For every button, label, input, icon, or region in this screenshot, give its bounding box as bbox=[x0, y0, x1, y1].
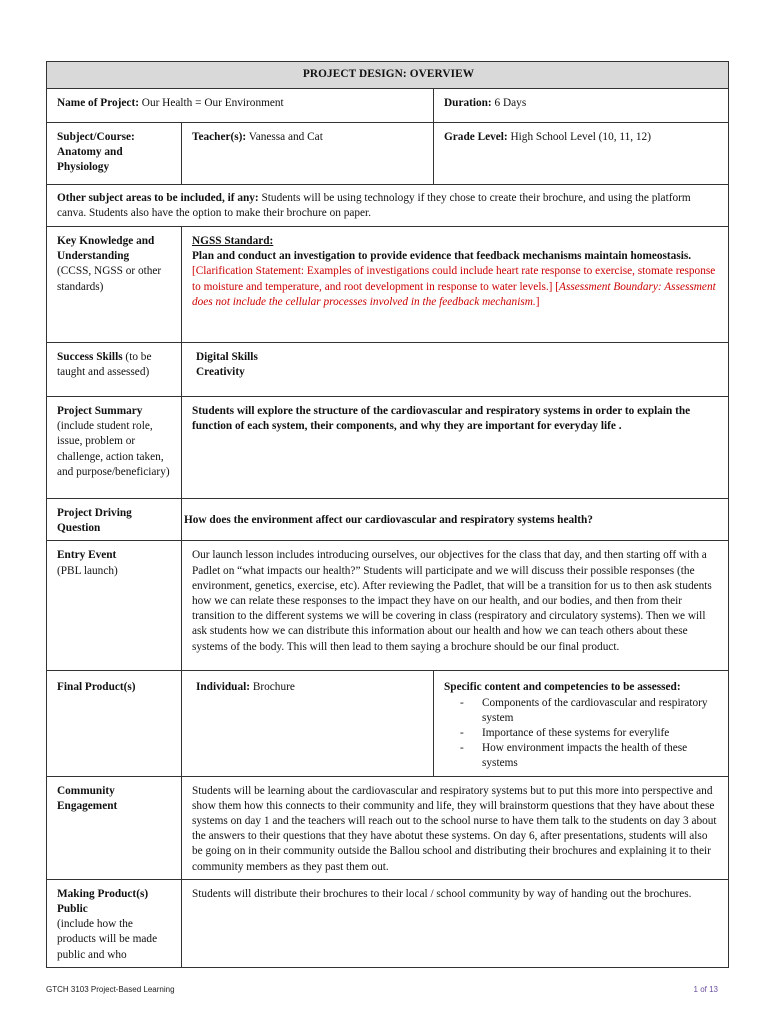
list-item: - Importance of these systems for everylife bbox=[460, 726, 720, 741]
header-row bbox=[47, 62, 729, 89]
competencies-label: Specific content and competencies to be assessed: bbox=[444, 681, 681, 694]
other-subjects-label: Other subject areas to be included, if any: bbox=[57, 192, 259, 204]
driving-question-row bbox=[47, 499, 729, 541]
key-knowledge-label: Key Knowledge and Understanding bbox=[57, 235, 155, 263]
name-row bbox=[47, 89, 729, 123]
key-knowledge-row bbox=[47, 227, 729, 343]
driving-question-label-cell bbox=[47, 499, 182, 541]
making-public-content bbox=[182, 879, 729, 967]
community-content bbox=[182, 776, 729, 879]
entry-event-row bbox=[47, 541, 729, 671]
entry-event-label: Entry Event bbox=[57, 549, 117, 562]
summary-label-cell bbox=[47, 397, 182, 499]
making-public-text: Students will distribute their brochures to their local / school community by way of handing out the brochures. bbox=[192, 887, 692, 900]
page-title: PROJECT DESIGN: OVERVIEW bbox=[47, 62, 729, 89]
making-public-sublabel: (include how the products will be made public and who bbox=[57, 918, 158, 961]
summary-label: Project Summary bbox=[57, 405, 143, 417]
key-knowledge-label-cell bbox=[47, 227, 182, 343]
final-product-label-cell bbox=[47, 671, 182, 776]
community-text: Students will be learning about the cardiovascular and respiratory systems but to put this more into perspective and show them how this connects to their community and life, they will brainstorm questions that they have about these systems on day 1 and the teachers will reach out to the school nurse to have them talk to the students on day 3 about the answers to their questions that they have abotut these systems. On day 6, after presentations, students will also be going on in their community outside the Ballou school and distributing their brochures and explaining it to their community members as they past them out. bbox=[192, 784, 717, 873]
duration-label: Duration: bbox=[444, 97, 492, 109]
clarification-statement: [Clarification Statement: Examples of investigations could include heart rate response to exercise, stomate response to moisture and temperature, and root development in response to water levels.] bbox=[192, 265, 716, 293]
subject-row bbox=[47, 123, 729, 185]
teacher-label: Teacher(s): bbox=[192, 131, 247, 143]
competencies-cell bbox=[434, 671, 729, 776]
making-public-label: Making Product(s) Public bbox=[57, 887, 149, 916]
footer-course: GTCH 3103 Project-Based Learning bbox=[46, 985, 175, 994]
success-skills-label: Success Skills bbox=[57, 351, 123, 363]
skill-creativity: Creativity bbox=[196, 366, 245, 379]
grade-cell bbox=[434, 123, 729, 185]
duration-cell bbox=[434, 89, 729, 123]
summary-row bbox=[47, 397, 729, 499]
individual-value: Brochure bbox=[250, 681, 295, 694]
grade-value: High School Level (10, 11, 12) bbox=[507, 131, 651, 143]
list-item: - Components of the cardiovascular and respiratory system bbox=[460, 696, 720, 726]
ngss-standard-text: Plan and conduct an investigation to provide evidence that feedback mechanisms maintain homeostasis. bbox=[192, 250, 692, 263]
other-subjects-cell bbox=[47, 185, 729, 227]
community-row bbox=[47, 776, 729, 879]
entry-event-content bbox=[182, 541, 729, 671]
other-subjects-row bbox=[47, 185, 729, 227]
final-product-row bbox=[47, 671, 729, 776]
footer-page-number: 1 of 13 bbox=[693, 985, 718, 994]
boundary-close: ] bbox=[535, 295, 540, 308]
teacher-value: Vanessa and Cat bbox=[246, 131, 323, 143]
summary-text: Students will explore the structure of the cardiovascular and respiratory systems in order to explain the function of each system, their components, and why they are important for everyday life . bbox=[192, 405, 691, 433]
entry-event-sublabel: (PBL launch) bbox=[57, 564, 118, 577]
driving-question-content bbox=[182, 499, 729, 541]
making-public-label-cell bbox=[47, 879, 182, 967]
individual-cell bbox=[182, 671, 434, 776]
project-name-label: Name of Project: bbox=[57, 97, 139, 109]
ngss-standard-title: NGSS Standard: bbox=[192, 235, 274, 247]
summary-sublabel: (include student role, issue, problem or challenge, action taken, and purpose/beneficiary) bbox=[57, 420, 170, 478]
community-label-cell bbox=[47, 776, 182, 879]
individual-label: Individual: bbox=[196, 681, 251, 694]
assessment-boundary: Assessment Boundary: Assessment does not include the cellular processes involved in the feedback mechanism. bbox=[192, 280, 716, 308]
subject-cell bbox=[47, 123, 182, 185]
making-public-row bbox=[47, 879, 729, 967]
grade-label: Grade Level: bbox=[444, 131, 508, 143]
summary-content bbox=[182, 397, 729, 499]
success-skills-label-cell bbox=[47, 343, 182, 397]
other-subjects-value: Students will be using technology if they chose to create their brochure, and using the platform canva. Students also have the option to make their brochure on paper. bbox=[57, 192, 691, 220]
community-label: Community Engagement bbox=[57, 784, 118, 812]
success-skills-row bbox=[47, 343, 729, 397]
entry-event-text: Our launch lesson includes introducing ourselves, our objectives for the class that day, and then starting off with a Padlet on “what impacts our health?” Students will participate and we will discuss their possible responses (the environment, genetics, exercise, etc). After reviewing the Padlet, that will be a transition for us to then ask students how we can relate these responses to the impact they have on our health, and our bodies, and then from their transition to the different systems we will be covering in class (respiratory and circulatory systems). Then we will ask students how we can distribute this information about our health and how we can teach others about these systems of the body. This will then lead to them saying a brochure should be our final product. bbox=[192, 549, 712, 653]
driving-question-text: How does the environment affect our cardiovascular and respiratory systems health? bbox=[184, 513, 593, 526]
boundary-open: [ bbox=[552, 280, 560, 293]
project-name-value: Our Health = Our Environment bbox=[138, 97, 284, 109]
success-skills-content bbox=[182, 343, 729, 397]
duration-value: 6 Days bbox=[491, 97, 527, 109]
entry-event-label-cell bbox=[47, 541, 182, 671]
project-name-cell bbox=[47, 89, 434, 123]
driving-question-label: Project Driving Question bbox=[57, 507, 132, 535]
teacher-cell bbox=[182, 123, 434, 185]
skill-digital: Digital Skills bbox=[196, 351, 258, 363]
success-skills-sublabel: (to be taught and assessed) bbox=[57, 351, 152, 379]
project-design-table bbox=[46, 61, 729, 968]
competencies-list bbox=[444, 696, 720, 772]
subject-label: Subject/Course: Anatomy and Physiology bbox=[57, 131, 135, 174]
key-knowledge-content bbox=[182, 227, 729, 343]
list-item: - How environment impacts the health of these systems bbox=[460, 741, 720, 771]
key-knowledge-sublabel: (CCSS, NGSS or other standards) bbox=[57, 265, 162, 293]
final-product-label: Final Product(s) bbox=[57, 681, 136, 694]
